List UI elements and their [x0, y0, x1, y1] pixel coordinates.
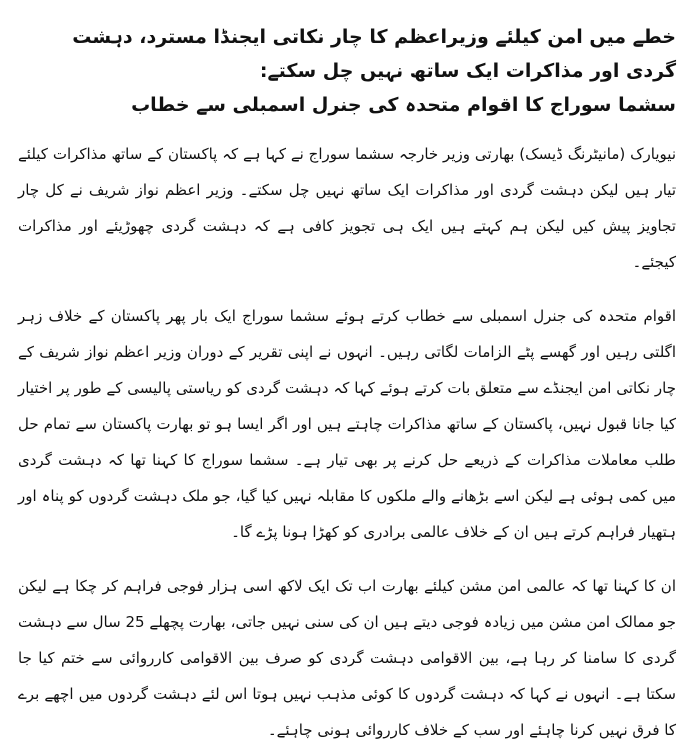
article-paragraph: اقوام متحدہ کی جنرل اسمبلی سے خطاب کرتے ہوئے سشما سوراج ایک بار پھر پاکستان کے خلاف زہر اگلتی رہیں اور گھسے پٹے الزامات لگاتی رہیں۔ انہوں نے اپنی تقریر کے دوران وزیر اعظم نواز شریف کے چار نکاتی امن ایجنڈے سے متعلق بات کرتے ہوئے کہا کہ دہشت گردی کو ریاستی پالیسی کے طور پر اختیار کیا جانا قبول نہیں، پاکستان کے ساتھ مذاکرات چاہتے ہیں اور اگر ایسا ہو تو بھارت پاکستان سے تمام حل طلب معاملات مذاکرات کے ذریعے حل کرنے پر بھی تیار ہے۔ سشما سوراج کا کہنا تھا کہ دہشت گردی میں کمی ہوئی ہے لیکن اسے بڑھانے والے ملکوں کا مقابلہ نہیں کیا گیا، جو ملک دہشت گردوں کو پناہ اور ہتھیار فراہم کرتے ہیں ان کے خلاف عالمی برادری کو کھڑا ہونا پڑے گا۔ — [18, 307, 676, 541]
article-subheadline: سشما سوراج کا اقوام متحدہ کی جنرل اسمبلی سے خطاب — [131, 94, 676, 116]
article-headline: خطے میں امن کیلئے وزیراعظم کا چار نکاتی ایجنڈا مسترد، دہشت گردی اور مذاکرات ایک ساتھ نہیں چل سکتے: — [72, 26, 676, 82]
article-paragraph: نیویارک (مانیٹرنگ ڈیسک) بھارتی وزیر خارجہ سشما سوراج نے کہا ہے کہ پاکستان کے ساتھ مذاکرات کیلئے تیار ہیں لیکن دہشت گردی اور مذاکرات ایک ساتھ نہیں چل سکتے۔ وزیر اعظم نواز شریف نے کل چار تجاویز پیش کیں لیکن ہم کہتے ہیں ایک ہی تجویز کافی ہے کہ دہشت گردی چھوڑیئے اور مذاکرات کیجئے۔ — [18, 145, 676, 271]
article-paragraph: ان کا کہنا تھا کہ عالمی امن مشن کیلئے بھارت اب تک ایک لاکھ اسی ہزار فوجی فراہم کر چکا ہے لیکن جو ممالک امن مشن میں زیادہ فوجی دیتے ہیں ان کی سنی نہیں جاتی، بھارت پچھلے 25 سال سے دہشت گردی کا سامنا کر رہا ہے، بین الاقوامی دہشت گردی کو صرف بین الاقوامی کارروائی سے ختم کیا جا سکتا ہے۔ انہوں نے کہا کہ دہشت گردوں کا کوئی مذہب نہیں ہوتا اس لئے دہشت گردوں میں اچھے برے کا فرق نہیں کرنا چاہئے اور سب کے خلاف کارروائی ہونی چاہئے۔ — [18, 577, 676, 739]
